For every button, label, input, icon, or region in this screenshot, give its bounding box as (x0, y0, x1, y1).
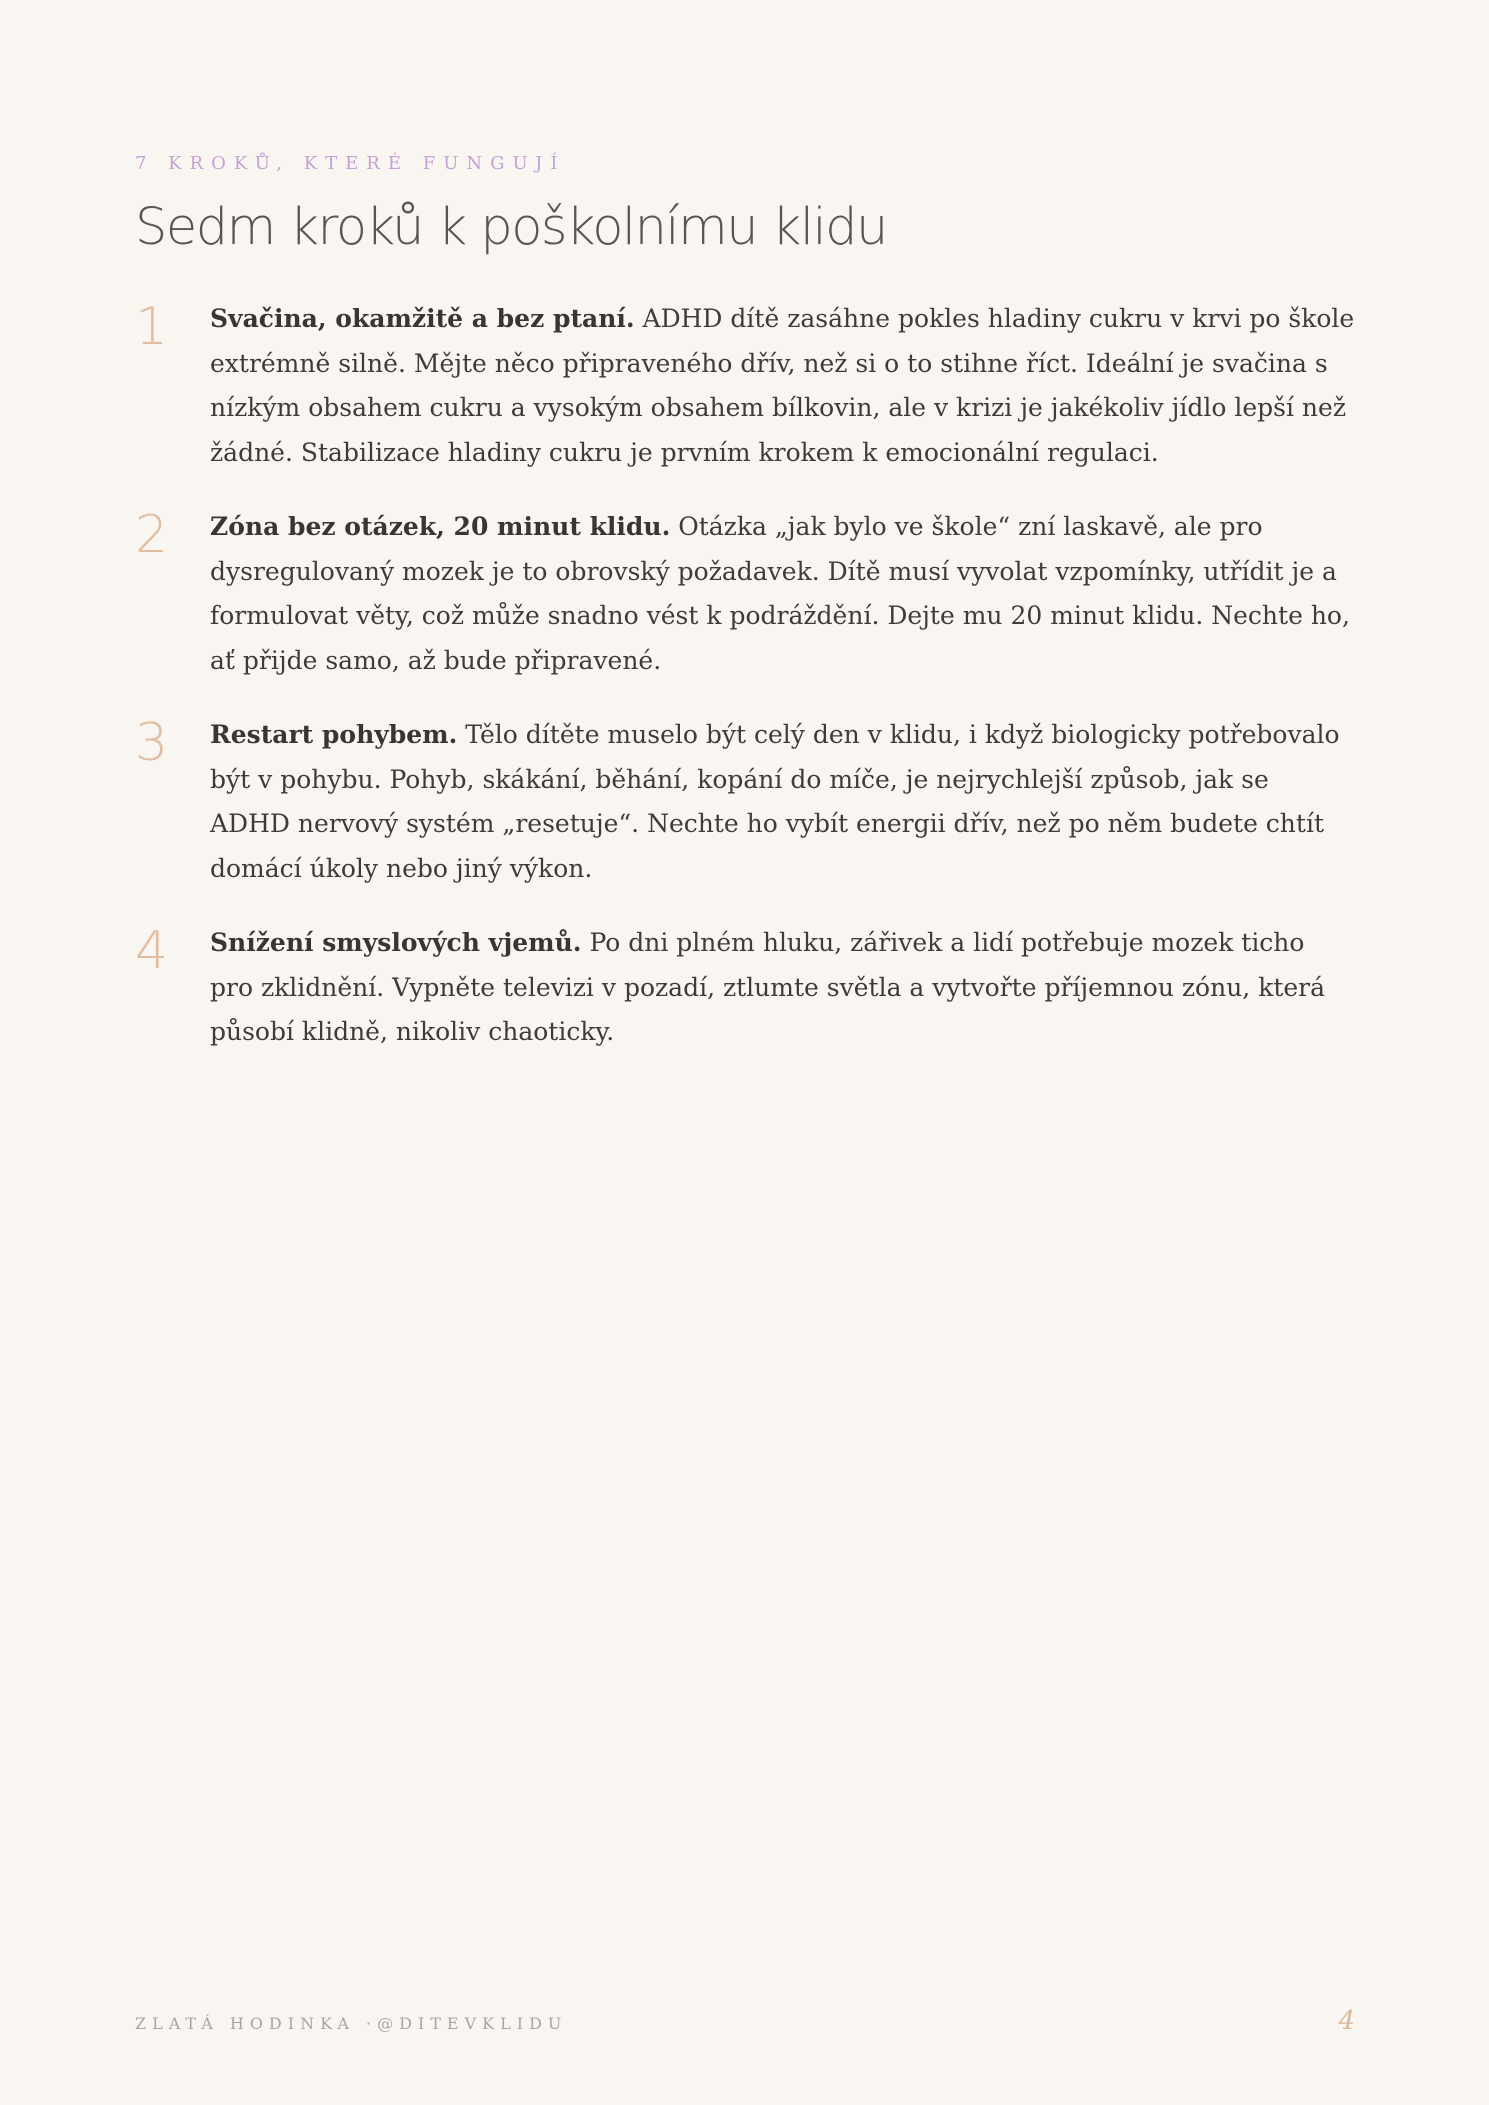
step-item-4 (135, 921, 1355, 1055)
step-body: ADHD dítě zasáhne pokles hladiny cukru v krvi po škole extrémně silně. Mějte něco připraveného dřív, než si o to stihne říct. Ideální je svačina s nízkým obsahem cukru a vysokým obsahem bílkovin, ale v krizi je jakékoliv jídlo lepší než žádné. Stabilizace hladiny cukru je prvním krokem k emocionální regulaci. (210, 304, 1355, 467)
footer-label: ZLATÁ HODINKA ·@DITEVKLIDU (135, 2014, 568, 2033)
step-number: 4 (135, 921, 169, 981)
step-text (210, 297, 1355, 475)
step-body: Otázka „jak bylo ve škole“ zní laskavě, ale pro dysregulovaný mozek je to obrovský požadavek. Dítě musí vyvolat vzpomínky, utřídit je a formulovat věty, což může snadno vést k podráždění. Dejte mu 20 minut klidu. Nechte ho, ať přijde samo, až bude připravené. (210, 512, 1350, 675)
step-body: Po dni plném hluku, zářivek a lidí potřebuje mozek ticho pro zklidnění. Vypněte televizi v pozadí, ztlumte světla a vytvořte příjemnou zónu, která působí klidně, nikoliv chaoticky. (210, 928, 1326, 1046)
step-body: Tělo dítěte muselo být celý den v klidu, i když biologicky potřebovalo být v pohybu. Pohyb, skákání, běhání, kopání do míče, je nejrychlejší způsob, jak se ADHD nervový systém „resetuje“. Nechte ho vybít energii dřív, než po něm budete chtít domácí úkoly nebo jiný výkon. (210, 720, 1340, 883)
page-title: Sedm kroků k poškolnímu klidu (135, 198, 887, 257)
step-number: 1 (135, 297, 169, 357)
step-number: 2 (135, 505, 169, 565)
step-text (210, 713, 1355, 891)
section-eyebrow: 7 KROKŮ, KTERÉ FUNGUJÍ (135, 153, 566, 174)
step-lead: Zóna bez otázek, 20 minut klidu. (210, 512, 671, 541)
document-page (135, 0, 1355, 2105)
step-number: 3 (135, 713, 169, 773)
step-lead: Svačina, okamžitě a bez ptaní. (210, 304, 635, 333)
steps-list (135, 297, 1355, 1085)
step-lead: Snížení smyslových vjemů. (210, 928, 582, 957)
step-lead: Restart pohybem. (210, 720, 458, 749)
step-item-3 (135, 713, 1355, 891)
step-item-2 (135, 505, 1355, 683)
step-text (210, 505, 1355, 683)
page-number: 4 (1338, 2006, 1355, 2036)
step-item-1 (135, 297, 1355, 475)
step-text (210, 921, 1355, 1055)
